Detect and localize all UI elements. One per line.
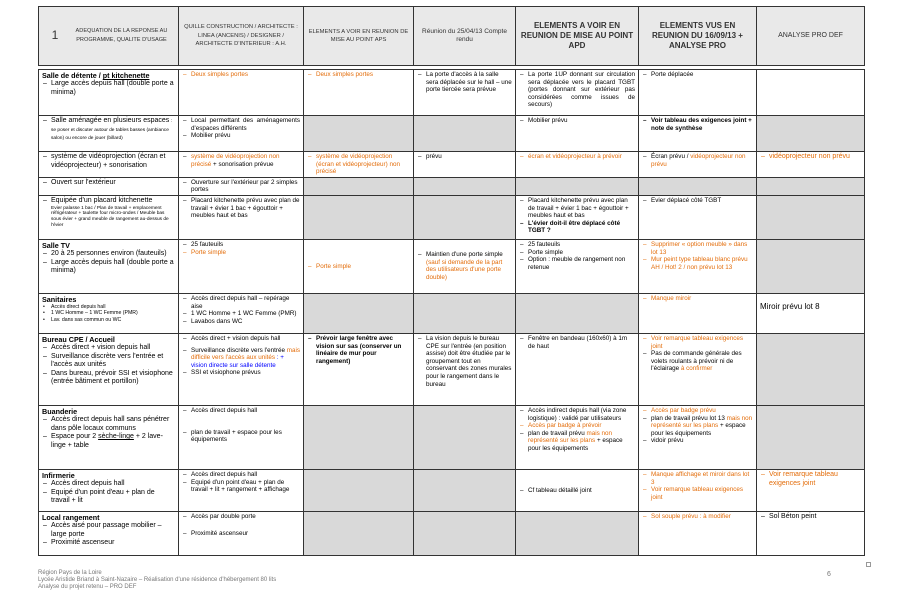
tv-meeting-o: (sauf si demande de la part des utilisateurs d'une porte double) bbox=[426, 258, 503, 282]
detente-pro: – Porte déplacée bbox=[651, 71, 753, 79]
list-item: – système de vidéoprojection (écran et vidéoprojecteur) + sonorisation bbox=[51, 153, 175, 170]
buand-architect-a: – Accès direct depuis hall bbox=[191, 407, 300, 415]
list-item: – Dans bureau, prévoir SSI et visiophone (entrée bâtiment et portillon) bbox=[51, 370, 175, 387]
bureau-pro-bk: Pas de commande générale des volets roulants à prévoir ni de l'éclairage bbox=[651, 350, 742, 373]
rang-pro-def: – Sol Béton peint bbox=[769, 513, 861, 522]
san-pro: – Manque miroir bbox=[651, 295, 753, 303]
detente-architect: – Deux simples portes bbox=[191, 71, 300, 79]
buand-pro-a: – Accès par badge prévu bbox=[651, 407, 753, 415]
tv-architect-a: – 25 fauteuils bbox=[191, 241, 300, 249]
inf-architect-b: – Equipé d'un point d'eau + plan de travail + lit + rangement + affichage bbox=[191, 479, 300, 494]
bureau-apd: – Fenêtre en bandeau (160x60) à 1m de haut bbox=[528, 335, 635, 350]
buanderie-item2-a: Espace pour 2 bbox=[51, 433, 99, 441]
video-architect-k: + sonorisation prévue bbox=[211, 160, 274, 168]
bureau-pro-bo: à confirmer bbox=[680, 365, 713, 373]
buand-pro-bk: plan de travail prévu lot 13 bbox=[651, 414, 727, 422]
list-item: • Lav. dans sas commun ou WC bbox=[51, 317, 175, 323]
buand-apd-b: – Accès par badge à prévoir bbox=[528, 422, 635, 430]
section-title: Sanitaires bbox=[42, 294, 77, 304]
row-amenage bbox=[39, 116, 865, 152]
placard-pro: – Evier déplacé côté TGBT bbox=[651, 197, 753, 205]
list-item: – 20 à 25 personnes environ (fauteuils) bbox=[51, 250, 175, 259]
bureau-architect-b bbox=[191, 347, 300, 370]
placard-note: Evier palasse 1 bac / Plan de travail + emplacement réfrigérateur + taulette four micro-ondes / Meuble bas sous évier + grand meuble de rangement au-dessus de l'évier bbox=[51, 205, 169, 228]
buand-apd-a: – Accès indirect depuis hall (via zone logistique) : validé par utilisateurs bbox=[528, 407, 635, 422]
amenage-architect-a: – Local permettant des aménagements d'espaces différents bbox=[191, 117, 300, 132]
buand-apd-c bbox=[528, 430, 635, 453]
inf-pro-a: – Manque affichage et miroir dans lot 3 bbox=[651, 471, 753, 486]
section-title: Local rangement bbox=[42, 512, 100, 522]
detente-meeting: – La porte d'accès à la salle sera déplacée sur le hall – une porte tiercée sera prévue bbox=[426, 71, 512, 94]
detente-title-b: pt kitchenette bbox=[102, 71, 150, 80]
header-col-meeting: Réunion du 25/04/13 Compte rendu bbox=[414, 7, 516, 66]
buand-apd-co: mais non représenté sur les plans bbox=[528, 429, 613, 445]
bureau-meeting: – La vision depuis le bureau CPE sur l'entrée (en position assise) doit être étudiée par le groupement tout en conservant des zones murales pour le rangement dans le bureau bbox=[426, 335, 512, 388]
list-item: – Accès aisé pour passage mobilier – large porte bbox=[51, 522, 175, 539]
inf-pro-b: – Voir remarque tableau exigences joint bbox=[651, 486, 753, 501]
row-salle-tv bbox=[39, 239, 865, 293]
list-item: – Large accès depuis hall (double porte a minima) bbox=[51, 259, 175, 276]
buand-pro-bo: mais non représenté sur les plans bbox=[651, 414, 753, 430]
section-title: Infirmerie bbox=[42, 470, 75, 480]
list-item: – Accès direct + vision depuis hall bbox=[51, 344, 175, 353]
tv-apd-c: – Option : meuble de rangement non retenue bbox=[528, 256, 635, 271]
list-item: – Proximité ascenseur bbox=[51, 539, 175, 548]
amenage-architect-b: – Mobilier prévu bbox=[191, 132, 300, 140]
buand-architect-b: – plan de travail + espace pour les équipements bbox=[191, 429, 300, 444]
detente-title-a: Salle de détente / bbox=[42, 71, 103, 80]
san-pro-def: Miroir prévu lot 8 bbox=[757, 293, 865, 333]
san-architect-c: – Lavabos dans WC bbox=[191, 318, 300, 326]
list-item: • Accès direct depuis hall bbox=[51, 304, 175, 310]
footer-line-3: Analyse du projet retenu – PRO DEF bbox=[38, 584, 137, 590]
bureau-architect-a: – Accès direct + vision depuis hall bbox=[191, 335, 300, 343]
amenage-item: Salle aménagée en plusieurs espaces bbox=[51, 117, 170, 124]
video-pro-k: Écran prévu / bbox=[651, 153, 691, 160]
video-meeting: – prévu bbox=[426, 153, 512, 161]
tv-meeting bbox=[426, 251, 512, 281]
inf-apd: – Cf tableau détaillé joint bbox=[528, 487, 635, 495]
rang-pro: – Sol souple prévu : à modifier bbox=[651, 513, 753, 521]
section-title: Salle TV bbox=[42, 240, 70, 250]
tv-architect-b: – Porte simple bbox=[191, 249, 300, 257]
footer-line-2: Lycée Aristide Briand à Saint-Nazaire – Réalisation d'une résidence d'hébergement 80 lits bbox=[38, 577, 277, 583]
section-title bbox=[42, 71, 175, 80]
video-pro bbox=[651, 153, 753, 168]
amenage-apd: – Mobilier prévu bbox=[528, 117, 635, 125]
rang-architect-a: – Accès par double porte bbox=[191, 513, 300, 521]
bureau-architect-bk: Surveillance discrète vers l'entrée bbox=[191, 346, 287, 354]
row-sanitaires bbox=[39, 293, 865, 333]
header-col-apd: ELEMENTS A VOIR EN REUNION DE MISE AU POINT APD bbox=[516, 7, 639, 66]
list-item bbox=[51, 117, 175, 143]
header-col-architect: QUILLE CONSTRUCTION / ARCHITECTE : LINEA (ANCENIS) / DESIGNER / ARCHITECTE D'INTERIEUR : A.H. bbox=[179, 7, 304, 66]
tv-pro-b: – Mur peint type tableau blanc prévu AH / Hot! 2 / non prévu lot 13 bbox=[651, 256, 753, 271]
buand-pro-bk2: + espace pour les équipements bbox=[651, 422, 746, 437]
page-marker bbox=[866, 562, 871, 567]
header-title: ADEQUATION DE LA REPONSE AU PROGRAMME, QUALITE D'USAGE bbox=[75, 28, 168, 43]
row-video bbox=[39, 152, 865, 178]
tv-meeting-k: Maintien d'une porte simple bbox=[426, 251, 503, 259]
tv-apd-b: – Porte simple bbox=[528, 249, 635, 257]
buand-apd-ck: plan de travail prévu bbox=[528, 429, 587, 437]
buand-apd-ck2: + espace pour les équipements bbox=[528, 437, 623, 452]
detente-apd: – La porte 1UP donnant sur circulation sera déplacée vers le placard TGBT (portes donnant sur extérieur pas considérées comme issues de secours) bbox=[528, 71, 635, 109]
video-architect bbox=[191, 153, 300, 168]
row-detente bbox=[39, 70, 865, 116]
header-title-cell bbox=[39, 7, 179, 66]
row-rangement bbox=[39, 511, 865, 555]
list-item bbox=[51, 433, 175, 450]
video-apd: – écran et vidéoprojecteur à prévoir bbox=[528, 153, 635, 161]
ouvert-architect: – Ouverture sur l'extérieur par 2 simples portes bbox=[191, 179, 300, 194]
bureau-architect-bo: mais difficile vers l'accès aux unités bbox=[191, 346, 300, 362]
detente-aps: – Deux simples portes bbox=[316, 71, 410, 79]
analysis-table bbox=[38, 6, 865, 556]
list-item: • 1 WC Homme – 1 WC Femme (PMR) bbox=[51, 310, 175, 316]
header-row bbox=[39, 7, 865, 66]
list-item: – Accès direct depuis hall sans pénétrer dans pôle locaux communs bbox=[51, 416, 175, 433]
row-infirmerie bbox=[39, 469, 865, 511]
buand-pro-b bbox=[651, 415, 753, 438]
video-pro-def: – vidéoprojecteur non prévu bbox=[769, 153, 861, 162]
buanderie-item2-b: + 2 lave-linge + table bbox=[51, 433, 163, 449]
section-title: Buanderie bbox=[42, 406, 78, 416]
list-item: – Ouvert sur l'extérieur bbox=[51, 179, 175, 188]
placard-architect: – Placard kitchenette prévu avec plan de travail + évier 1 bac + égouttoir + meubles haut et bas bbox=[191, 197, 300, 220]
placard-apd-b: – L'évier doit-il être déplacé côté TGBT ? bbox=[528, 220, 635, 235]
tv-pro-a: – Supprimer « option meuble » dans lot 13 bbox=[651, 241, 753, 256]
header-number: 1 bbox=[51, 28, 59, 43]
header-col-pro: ELEMENTS VUS EN REUNION DU 16/09/13 + ANALYSE PRO bbox=[639, 7, 757, 66]
san-architect-a: – Accès direct depuis hall – repérage aise bbox=[191, 295, 300, 310]
list-item: – Accès direct depuis hall bbox=[51, 480, 175, 489]
inf-pro-def: – Voir remarque tableau exigences joint bbox=[769, 471, 861, 488]
section-title: Bureau CPE / Accueil bbox=[42, 334, 115, 344]
placard-apd-a: – Placard kitchenette prévu avec plan de travail + évier 1 bac + égouttoir + meubles haut et bas bbox=[528, 197, 635, 220]
placard-item: Equipée d'un placard kitchenette bbox=[51, 196, 153, 204]
header-col-aps: ELEMENTS A VOIR EN REUNION DE MISE AU POINT APS bbox=[304, 7, 414, 66]
header-col-pro-def: ANALYSE PRO DEF bbox=[757, 7, 865, 66]
bureau-aps: – Prévoir large fenêtre avec vision sur sas (conserver un linéaire de mur pour rangement) bbox=[316, 335, 410, 365]
tv-aps: – Porte simple bbox=[316, 263, 410, 271]
amenage-pro: – Voir tableau des exigences joint + note de synthèse bbox=[651, 117, 753, 132]
buanderie-item2-u: sèche-linge bbox=[98, 433, 134, 441]
page-number: 6 bbox=[827, 571, 831, 578]
list-item bbox=[51, 197, 175, 229]
tv-apd-a: – 25 fauteuils bbox=[528, 241, 635, 249]
list-item: – Surveillance discrète vers l'entrée et l'accès aux unités bbox=[51, 353, 175, 370]
bureau-architect-c: – SSI et visiophone prévus bbox=[191, 369, 300, 377]
inf-architect-a: – Accès direct depuis hall bbox=[191, 471, 300, 479]
san-architect-b: – 1 WC Homme + 1 WC Femme (PMR) bbox=[191, 310, 300, 318]
bureau-pro-b bbox=[651, 350, 753, 373]
buand-pro-c: – vidoir prévu bbox=[651, 437, 753, 445]
bureau-architect-bb: : + vision directe sur salle détente bbox=[191, 354, 284, 369]
row-buanderie bbox=[39, 405, 865, 469]
list-item: – Large accès depuis hall (double porte a minima) bbox=[51, 80, 175, 97]
row-ouvert bbox=[39, 177, 865, 195]
list-item: – Equipé d'un point d'eau + plan de travail + lit bbox=[51, 489, 175, 506]
amenage-note: : se poser et discuter autour de tables basses (ambiance salon) ou encore de jouer (billard) bbox=[51, 119, 172, 142]
video-architect-o: système de vidéoprojection non précisé bbox=[191, 153, 280, 168]
video-pro-o: vidéoprojecteur non prévu bbox=[651, 153, 746, 168]
row-bureau bbox=[39, 333, 865, 405]
footer-line-1: Région Pays de la Loire bbox=[38, 570, 102, 576]
cell-detente-label bbox=[39, 70, 179, 116]
rang-architect-b: – Proximité ascenseur bbox=[191, 530, 300, 538]
bureau-pro-a: – Voir remarque tableau exigences joint bbox=[651, 335, 753, 350]
video-aps: – système de vidéoprojection (écran et vidéoprojecteur) non précisé bbox=[316, 153, 410, 176]
row-placard bbox=[39, 195, 865, 239]
footer bbox=[38, 570, 276, 591]
